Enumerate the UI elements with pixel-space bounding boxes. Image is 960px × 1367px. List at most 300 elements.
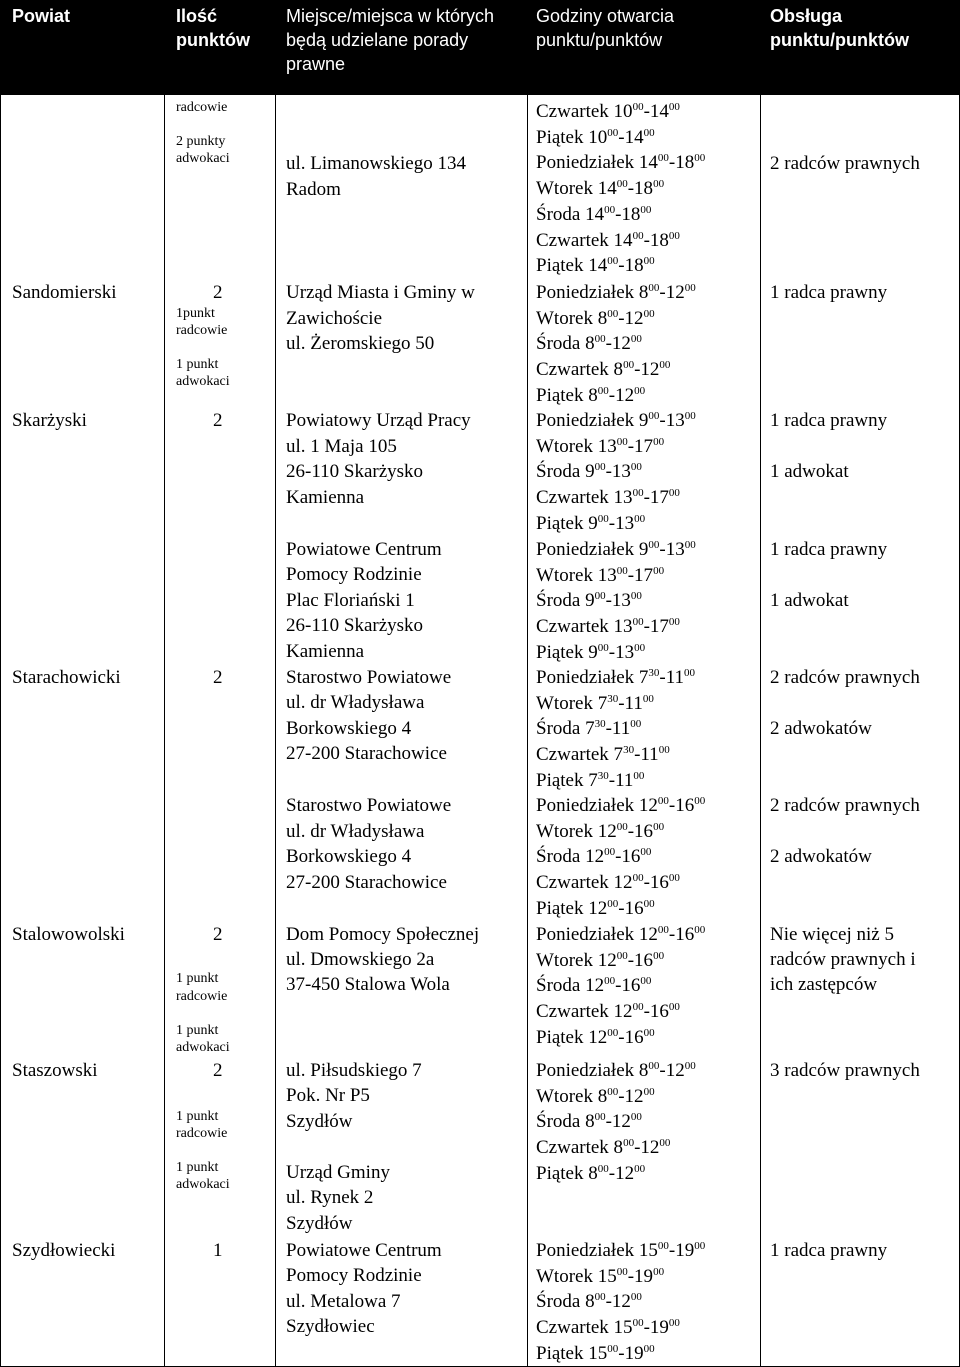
hours-text: -12 — [618, 307, 644, 329]
hours-line — [536, 1025, 705, 1051]
grid-line — [527, 95, 528, 1367]
hours-text: Czwartek 14 — [536, 229, 633, 251]
hours-line — [536, 357, 696, 383]
hours-minutes: 00 — [630, 718, 642, 731]
hours-block — [536, 1058, 696, 1187]
hours-minutes: 00 — [594, 1291, 606, 1304]
ilosc-line: 1 punkt — [176, 971, 219, 986]
hours-minutes: 00 — [630, 1291, 642, 1304]
powiat-name: Starachowicki — [12, 667, 121, 688]
hours-text: Środa 9 — [536, 461, 595, 483]
hours-block — [536, 922, 705, 1051]
hours-minutes: 00 — [597, 512, 609, 525]
hours-line — [536, 973, 705, 999]
points-count: 1 — [213, 1240, 223, 1261]
points-count: 2 — [213, 667, 223, 688]
hours-line — [536, 434, 696, 460]
hours-text: -16 — [618, 897, 644, 919]
hours-text: -16 — [615, 975, 641, 997]
hours-minutes: 00 — [657, 152, 669, 165]
hours-block — [536, 280, 696, 409]
hours-text: -12 — [608, 1162, 635, 1184]
hours-text: Poniedziałek 14 — [536, 152, 658, 174]
hours-text: -19 — [627, 1265, 654, 1287]
hours-text: -13 — [659, 410, 685, 431]
hours-text: -17 — [643, 616, 669, 638]
hours-minutes: 00 — [648, 539, 660, 551]
header-godziny: Godziny otwarcia punktu/punktów — [536, 6, 675, 50]
hours-line — [536, 331, 696, 357]
address-line: Pomocy Rodzinie — [286, 564, 422, 585]
ilosc-line: radcowie — [176, 1126, 228, 1141]
address-line: Powiatowe Centrum — [286, 1240, 442, 1261]
hours-text: Środa 8 — [536, 1291, 595, 1313]
hours-line — [536, 563, 696, 589]
hours-minutes: 00 — [643, 1342, 655, 1355]
hours-text: Piątek 8 — [536, 384, 598, 406]
hours-text: Wtorek 15 — [536, 1265, 617, 1287]
hours-text: Wtorek 12 — [536, 820, 617, 842]
hours-block — [536, 408, 696, 537]
hours-minutes: 00 — [604, 975, 616, 988]
hours-minutes: 30 — [623, 744, 635, 757]
hours-minutes: 00 — [668, 1001, 680, 1014]
hours-minutes: 00 — [616, 564, 628, 577]
staff-line: 2 radców prawnych — [770, 667, 920, 688]
hours-minutes: 00 — [632, 872, 644, 885]
powiat-name: Sandomierski — [12, 282, 117, 303]
hours-text: Wtorek 12 — [536, 949, 617, 971]
hours-minutes: 00 — [607, 1085, 619, 1098]
powiat-name: Skarżyski — [12, 410, 87, 431]
hours-line — [536, 485, 696, 511]
hours-text: Środa 9 — [536, 590, 595, 612]
hours-text: Poniedziałek 9 — [536, 539, 649, 560]
powiat-name: Stalowowolski — [12, 924, 125, 945]
header-obsluga: Obsługa punktu/punktów — [770, 6, 909, 50]
hours-minutes: 00 — [659, 359, 671, 372]
hours-text: -12 — [659, 282, 685, 303]
hours-minutes: 00 — [694, 924, 706, 936]
hours-minutes: 00 — [632, 101, 644, 113]
hours-text: -13 — [605, 590, 631, 612]
address-line: 37-450 Stalowa Wola — [286, 974, 450, 995]
hours-text: Piątek 9 — [536, 512, 598, 534]
hours-line — [536, 228, 705, 254]
staff-line: 1 adwokat — [770, 590, 849, 611]
staff-line: 1 radca prawny — [770, 410, 888, 431]
staff-line: Nie więcej niż 5 — [770, 924, 894, 945]
staff-line: ich zastępców — [770, 974, 878, 995]
ilosc-line: radcowie — [176, 989, 228, 1004]
hours-text: Środa 14 — [536, 203, 605, 225]
address-line: Pok. Nr P5 — [286, 1085, 370, 1106]
hours-minutes: 00 — [632, 616, 644, 629]
grid-line — [275, 95, 276, 1367]
staff-line: 1 radca prawny — [770, 282, 888, 303]
hours-minutes: 00 — [643, 1026, 655, 1039]
hours-text: -13 — [608, 512, 635, 534]
hours-block — [536, 537, 696, 666]
hours-line — [536, 1315, 705, 1341]
hours-line — [536, 176, 705, 202]
hours-text: -12 — [618, 1085, 644, 1107]
hours-text: Czwartek 8 — [536, 1137, 624, 1159]
ilosc-line: adwokaci — [176, 1177, 230, 1192]
hours-line — [536, 614, 696, 640]
address-line: 26-110 Skarżysko — [286, 615, 424, 636]
hours-text: Czwartek 8 — [536, 359, 624, 381]
address-line: 27-200 Starachowice — [286, 872, 447, 893]
hours-line — [536, 408, 696, 434]
ilosc-line: radcowie — [176, 100, 228, 115]
header-powiat: Powiat — [12, 6, 71, 26]
hours-text: Środa 7 — [536, 718, 595, 740]
points-count: 2 — [213, 282, 223, 303]
hours-minutes: 00 — [642, 692, 654, 705]
hours-minutes: 00 — [658, 744, 670, 757]
hours-text: -16 — [643, 872, 669, 894]
address-line: ul. 1 Maja 105 — [286, 436, 397, 457]
hours-line — [536, 948, 705, 974]
hours-text: -18 — [627, 178, 654, 200]
points-count: 2 — [213, 1060, 223, 1081]
hours-minutes: 00 — [594, 333, 606, 346]
hours-text: -11 — [634, 744, 659, 766]
hours-text: -11 — [608, 769, 634, 791]
hours-minutes: 00 — [694, 1240, 706, 1252]
hours-minutes: 00 — [630, 590, 642, 603]
hours-text: Środa 8 — [536, 333, 595, 355]
hours-minutes: 00 — [657, 1240, 669, 1252]
hours-minutes: 00 — [632, 1317, 644, 1330]
hours-line — [536, 253, 705, 279]
hours-text: Czwartek 10 — [536, 101, 633, 122]
hours-minutes: 30 — [594, 718, 606, 731]
hours-minutes: 00 — [633, 769, 645, 782]
hours-minutes: 00 — [634, 641, 646, 654]
hours-line — [536, 922, 705, 948]
hours-line — [536, 665, 695, 691]
hours-line — [536, 1058, 696, 1084]
hours-minutes: 00 — [684, 410, 696, 422]
hours-minutes: 00 — [604, 203, 616, 216]
hours-minutes: 00 — [668, 1317, 680, 1330]
hours-text: -19 — [668, 1240, 695, 1261]
staff-line: radców prawnych i — [770, 949, 916, 970]
hours-minutes: 00 — [594, 1111, 606, 1124]
hours-minutes: 00 — [630, 333, 642, 346]
hours-minutes: 00 — [616, 1265, 628, 1278]
hours-line — [536, 588, 696, 614]
hours-text: Poniedziałek 9 — [536, 410, 649, 431]
hours-text: Piątek 14 — [536, 255, 608, 277]
address-line: Kamienna — [286, 641, 365, 662]
hours-line — [536, 99, 705, 125]
hours-line — [536, 1161, 696, 1187]
hours-text: -11 — [659, 667, 685, 688]
hours-block — [536, 1238, 705, 1367]
hours-minutes: 00 — [597, 384, 609, 397]
hours-minutes: 00 — [668, 616, 680, 629]
hours-text: -18 — [643, 229, 669, 251]
hours-minutes: 00 — [632, 487, 644, 500]
hours-minutes: 00 — [640, 203, 652, 216]
staff-line: 2 radców prawnych — [770, 153, 920, 174]
hours-text: -16 — [618, 1026, 644, 1048]
hours-line — [536, 383, 696, 409]
address-line: Starostwo Powiatowe — [286, 795, 452, 816]
hours-minutes: 00 — [632, 1001, 644, 1014]
hours-minutes: 00 — [659, 1137, 671, 1150]
hours-line — [536, 793, 705, 819]
hours-minutes: 00 — [643, 255, 655, 268]
hours-text: -17 — [627, 564, 654, 586]
hours-block — [536, 793, 705, 922]
address-line: ul. Żeromskiego 50 — [286, 333, 435, 354]
hours-text: -17 — [627, 435, 654, 457]
hours-minutes: 00 — [616, 949, 628, 962]
hours-text: -12 — [605, 1111, 631, 1133]
staff-line: 3 radców prawnych — [770, 1060, 920, 1081]
hours-line — [536, 1289, 705, 1315]
hours-minutes: 00 — [694, 152, 706, 165]
hours-line — [536, 896, 705, 922]
hours-minutes: 00 — [634, 1162, 646, 1175]
hours-line — [536, 870, 705, 896]
hours-minutes: 00 — [632, 229, 644, 242]
hours-text: Piątek 10 — [536, 126, 608, 148]
hours-text: -12 — [634, 1137, 660, 1159]
hours-text: -16 — [615, 846, 641, 868]
hours-text: Czwartek 12 — [536, 1001, 633, 1023]
hours-line — [536, 768, 695, 794]
address-line: Urząd Miasta i Gminy w — [286, 282, 475, 303]
hours-text: -18 — [618, 255, 644, 277]
hours-line — [536, 691, 695, 717]
hours-text: Poniedziałek 15 — [536, 1240, 658, 1261]
hours-minutes: 00 — [653, 178, 665, 191]
address-line: Starostwo Powiatowe — [286, 667, 452, 688]
hours-text: Czwartek 15 — [536, 1317, 633, 1339]
powiat-name: Staszowski — [12, 1060, 98, 1081]
hours-text: Czwartek 12 — [536, 872, 633, 894]
hours-minutes: 00 — [684, 1060, 696, 1072]
staff-line: 2 radców prawnych — [770, 795, 920, 816]
hours-minutes: 00 — [643, 1085, 655, 1098]
staff-line: 1 radca prawny — [770, 539, 888, 560]
hours-minutes: 00 — [616, 820, 628, 833]
hours-line — [536, 280, 696, 306]
address-line: ul. dr Władysława — [286, 821, 425, 842]
hours-text: Wtorek 13 — [536, 564, 617, 586]
hours-minutes: 00 — [653, 564, 665, 577]
hours-minutes: 00 — [643, 126, 655, 139]
hours-text: -13 — [605, 461, 631, 483]
hours-minutes: 00 — [607, 1342, 619, 1355]
address-line: ul. Limanowskiego 134 — [286, 153, 466, 174]
hours-text: -14 — [618, 126, 644, 148]
hours-text: Piątek 8 — [536, 1162, 598, 1184]
hours-text: Piątek 15 — [536, 1342, 608, 1364]
ilosc-line: 1 punkt — [176, 1109, 219, 1124]
address-line: 26-110 Skarżysko — [286, 461, 424, 482]
address-line: Borkowskiego 4 — [286, 718, 412, 739]
staff-line: 2 adwokatów — [770, 846, 872, 867]
hours-minutes: 00 — [616, 178, 628, 191]
address-line: Pomocy Rodzinie — [286, 1265, 422, 1286]
hours-minutes: 00 — [607, 1026, 619, 1039]
address-line: Szydłów — [286, 1213, 353, 1234]
hours-minutes: 00 — [657, 795, 669, 807]
staff-line: 1 adwokat — [770, 461, 849, 482]
hours-line — [536, 999, 705, 1025]
hours-text: Czwartek 13 — [536, 487, 633, 509]
address-line: Zawichoście — [286, 308, 383, 329]
hours-line — [536, 742, 695, 768]
hours-text: -12 — [605, 333, 631, 355]
address-line: Dom Pomocy Społecznej — [286, 924, 480, 945]
hours-text: -18 — [615, 203, 641, 225]
hours-line — [536, 1109, 696, 1135]
hours-text: -19 — [643, 1317, 669, 1339]
hours-line — [536, 150, 705, 176]
hours-text: Środa 12 — [536, 975, 605, 997]
hours-minutes: 00 — [668, 487, 680, 500]
hours-minutes: 00 — [634, 512, 646, 525]
hours-text: Poniedziałek 12 — [536, 795, 658, 816]
hours-minutes: 00 — [607, 126, 619, 139]
hours-minutes: 00 — [616, 435, 628, 448]
hours-minutes: 00 — [653, 949, 665, 962]
hours-text: Poniedziałek 8 — [536, 282, 649, 303]
points-count: 2 — [213, 924, 223, 945]
hours-minutes: 00 — [653, 1265, 665, 1278]
hours-text: Wtorek 7 — [536, 692, 608, 714]
hours-line — [536, 1341, 705, 1367]
hours-minutes: 00 — [684, 282, 696, 294]
hours-minutes: 00 — [594, 461, 606, 474]
hours-block — [536, 665, 695, 794]
hours-minutes: 00 — [640, 846, 652, 859]
grid-line — [164, 95, 165, 1367]
staff-line: 1 radca prawny — [770, 1240, 888, 1261]
hours-text: Środa 12 — [536, 846, 605, 868]
hours-minutes: 00 — [643, 307, 655, 320]
address-line: Urząd Gminy — [286, 1162, 390, 1183]
hours-text: Środa 8 — [536, 1111, 595, 1133]
hours-minutes: 00 — [653, 435, 665, 448]
hours-minutes: 00 — [648, 410, 660, 422]
address-line: Powiatowe Centrum — [286, 539, 442, 560]
hours-text: -14 — [643, 101, 669, 122]
hours-minutes: 00 — [657, 924, 669, 936]
hours-line — [536, 1264, 705, 1290]
hours-minutes: 00 — [630, 1111, 642, 1124]
ilosc-line: 1 punkt — [176, 357, 219, 372]
hours-line — [536, 1238, 705, 1264]
address-line: Szydłowiec — [286, 1316, 375, 1337]
hours-minutes: 00 — [623, 359, 635, 372]
address-line: Kamienna — [286, 487, 365, 508]
hours-minutes: 00 — [643, 897, 655, 910]
hours-text: -11 — [605, 718, 631, 740]
hours-minutes: 00 — [597, 641, 609, 654]
ilosc-line: adwokaci — [176, 374, 230, 389]
hours-text: -19 — [618, 1342, 644, 1364]
ilosc-line: adwokaci — [176, 151, 230, 166]
hours-minutes: 30 — [607, 692, 619, 705]
hours-minutes: 00 — [607, 255, 619, 268]
hours-text: Czwartek 13 — [536, 616, 633, 638]
hours-text: Poniedziałek 8 — [536, 1060, 649, 1081]
address-line: ul. Rynek 2 — [286, 1187, 374, 1208]
hours-line — [536, 306, 696, 332]
address-line: Szydłów — [286, 1111, 353, 1132]
hours-line — [536, 202, 705, 228]
hours-line — [536, 1084, 696, 1110]
address-line: 27-200 Starachowice — [286, 743, 447, 764]
header-ilosc: Ilość punktów — [176, 6, 250, 50]
hours-minutes: 00 — [623, 1137, 635, 1150]
hours-text: -12 — [659, 1060, 685, 1081]
hours-line — [536, 537, 696, 563]
hours-text: Piątek 12 — [536, 1026, 608, 1048]
hours-minutes: 00 — [597, 1162, 609, 1175]
hours-line — [536, 511, 696, 537]
hours-text: Wtorek 8 — [536, 307, 608, 329]
address-line: Plac Floriański 1 — [286, 590, 415, 611]
hours-minutes: 00 — [694, 795, 706, 807]
hours-text: -18 — [668, 152, 695, 174]
grid-line — [760, 95, 761, 1367]
hours-minutes: 00 — [604, 846, 616, 859]
powiat-name: Szydłowiecki — [12, 1240, 116, 1261]
ilosc-line: 1 punkt — [176, 1023, 219, 1038]
address-line: Powiatowy Urząd Pracy — [286, 410, 471, 431]
hours-line — [536, 459, 696, 485]
points-count: 2 — [213, 410, 223, 431]
address-line: Borkowskiego 4 — [286, 846, 412, 867]
hours-minutes: 00 — [607, 897, 619, 910]
address-line: ul. Metalowa 7 — [286, 1291, 401, 1312]
hours-minutes: 00 — [594, 590, 606, 603]
hours-text: Piątek 9 — [536, 641, 598, 663]
hours-minutes: 00 — [653, 820, 665, 833]
address-line: ul. Dmowskiego 2a — [286, 949, 435, 970]
hours-minutes: 00 — [684, 667, 696, 679]
hours-minutes: 00 — [668, 101, 680, 113]
hours-text: Wtorek 13 — [536, 435, 617, 457]
address-line: ul. dr Władysława — [286, 692, 425, 713]
ilosc-line: 1punkt — [176, 306, 215, 321]
hours-minutes: 00 — [634, 384, 646, 397]
staff-line: 2 adwokatów — [770, 718, 872, 739]
hours-text: -16 — [627, 949, 654, 971]
hours-text: -16 — [668, 924, 695, 945]
hours-text: -12 — [634, 359, 660, 381]
hours-block — [536, 99, 705, 279]
hours-minutes: 00 — [630, 461, 642, 474]
hours-line — [536, 1135, 696, 1161]
hours-text: -17 — [643, 487, 669, 509]
hours-text: Piątek 7 — [536, 769, 598, 791]
hours-minutes: 00 — [668, 229, 680, 242]
hours-text: -16 — [627, 820, 654, 842]
hours-minutes: 00 — [648, 282, 660, 294]
ilosc-line: adwokaci — [176, 1040, 230, 1055]
hours-minutes: 30 — [597, 769, 609, 782]
